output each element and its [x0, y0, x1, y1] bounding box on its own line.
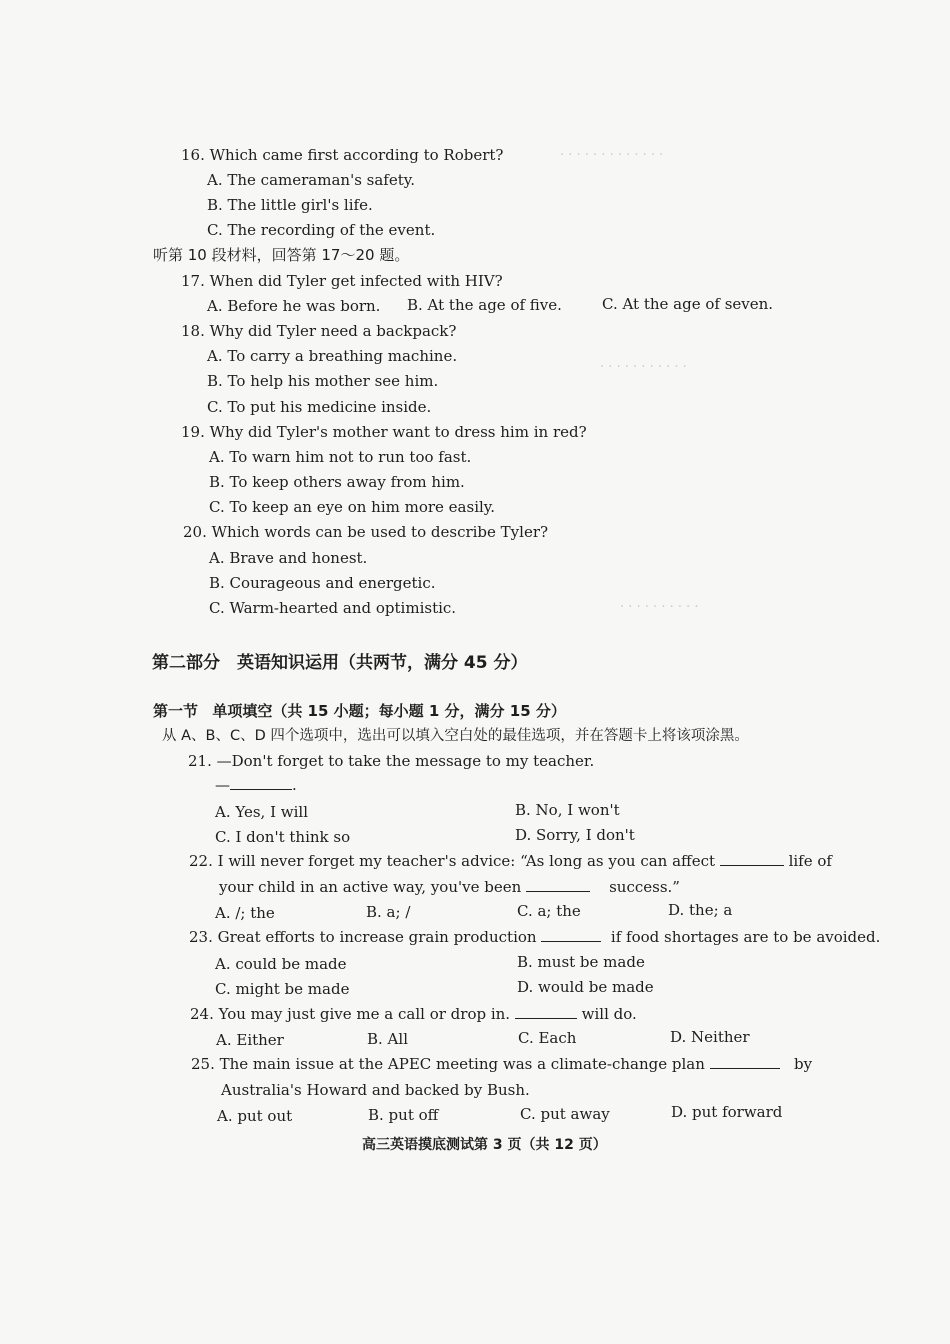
question-16-option-c: C. The recording of the event. — [207, 221, 436, 239]
question-25-line-2: Australia's Howard and backed by Bush. — [221, 1081, 530, 1099]
question-22-stem-1: 22. I will never forget my teacher's advice: “As long as you can affect — [189, 852, 716, 870]
question-25-option-b: B. put off — [368, 1106, 439, 1124]
question-23-option-b: B. must be made — [517, 953, 645, 971]
question-25-line-1 — [191, 1054, 812, 1074]
question-22-option-d: D. the; a — [668, 901, 733, 919]
question-24-line — [190, 1004, 637, 1024]
question-21-option-c: C. I don't think so — [215, 828, 351, 846]
question-18-option-b: B. To help his mother see him. — [207, 372, 439, 390]
question-22-line-1 — [189, 851, 832, 871]
question-24-stem: 24. You may just give me a call or drop in. — [190, 1005, 511, 1023]
part-2-title: 第二部分 英语知识运用（共两节，满分 45 分） — [152, 653, 528, 673]
question-19-option-b: B. To keep others away from him. — [209, 473, 465, 491]
question-22-stem-2: your child in an active way, you've been — [219, 878, 522, 896]
question-22-option-c: C. a; the — [517, 902, 581, 920]
question-25-option-a: A. put out — [217, 1107, 293, 1125]
passage-10-intro: 听第 10 段材料，回答第 17～20 题。 — [153, 246, 410, 264]
question-24-option-d: D. Neither — [670, 1028, 750, 1046]
question-25-stem: 25. The main issue at the APEC meeting was a climate-change plan — [191, 1055, 705, 1073]
question-23-option-d: D. would be made — [517, 978, 654, 996]
question-17-option-b: B. At the age of five. — [407, 296, 562, 314]
question-25-option-c: C. put away — [520, 1105, 610, 1123]
question-16-option-b: B. The little girl's life. — [207, 196, 373, 214]
question-17-option-c: C. At the age of seven. — [602, 295, 774, 313]
question-24-option-c: C. Each — [518, 1029, 577, 1047]
question-19-option-a: A. To warn him not to run too fast. — [209, 448, 472, 466]
question-23-stem-end: if food shortages are to be avoided. — [610, 928, 881, 946]
question-22-option-a: A. /; the — [215, 904, 275, 922]
question-22-blank-2 — [526, 891, 590, 892]
question-22-stem-1-end: life of — [788, 852, 832, 870]
bleed-through-text: · · · · · · · · · · — [620, 600, 699, 615]
section-1-heading — [153, 700, 566, 721]
question-21-stem: 21. —Don't forget to take the message to my teacher. — [188, 752, 595, 770]
question-22-line-2 — [219, 877, 680, 897]
question-24-option-a: A. Either — [216, 1031, 284, 1049]
question-21-option-d: D. Sorry, I don't — [515, 826, 635, 844]
question-23-blank — [541, 941, 601, 942]
question-20-stem: 20. Which words can be used to describe Tyler? — [183, 523, 549, 541]
question-21-dot: . — [292, 776, 297, 794]
question-23-option-a: A. could be made — [215, 955, 347, 973]
question-25-option-d: D. put forward — [671, 1103, 783, 1121]
bleed-through-text: · · · · · · · · · · · — [600, 360, 687, 375]
question-21-answer-line — [215, 775, 297, 795]
question-25-blank — [710, 1068, 780, 1069]
question-19-option-c: C. To keep an eye on him more easily. — [209, 498, 496, 516]
question-21-option-a: A. Yes, I will — [215, 803, 309, 821]
section-1-label: 第一节 — [153, 702, 199, 720]
question-20-option-a: A. Brave and honest. — [209, 549, 368, 567]
page-footer: 高三英语摸底测试第 3 页（共 12 页） — [362, 1137, 607, 1153]
question-16-option-a: A. The cameraman's safety. — [207, 171, 416, 189]
question-20-option-c: C. Warm-hearted and optimistic. — [209, 599, 457, 617]
question-24-option-b: B. All — [367, 1030, 408, 1048]
question-21-blank — [230, 789, 292, 790]
question-23-stem: 23. Great efforts to increase grain production — [189, 928, 537, 946]
question-21-option-b: B. No, I won't — [515, 801, 620, 819]
question-20-option-b: B. Courageous and energetic. — [209, 574, 436, 592]
question-21-dash: — — [215, 776, 230, 794]
section-1-title: 单项填空（共 15 小题；每小题 1 分，满分 15 分） — [212, 702, 566, 720]
question-24-stem-end: will do. — [581, 1005, 637, 1023]
question-25-stem-end: by — [793, 1055, 813, 1073]
question-22-option-b: B. a; / — [366, 903, 411, 921]
question-23-option-c: C. might be made — [215, 980, 350, 998]
question-22-stem-2-end: success.” — [609, 878, 680, 896]
question-17-stem: 17. When did Tyler get infected with HIV? — [181, 272, 503, 290]
question-19-stem: 19. Why did Tyler's mother want to dress him in red? — [181, 423, 587, 441]
section-1-instruction: 从 A、B、C、D 四个选项中，选出可以填入空白处的最佳选项，并在答题卡上将该项涂黑。 — [162, 728, 749, 744]
question-17-option-a: A. Before he was born. — [207, 297, 381, 315]
question-16-stem: 16. Which came first according to Robert? — [181, 146, 504, 164]
question-24-blank — [515, 1018, 577, 1019]
question-18-stem: 18. Why did Tyler need a backpack? — [181, 322, 457, 340]
question-22-blank-1 — [720, 865, 784, 866]
question-23-line — [189, 927, 880, 947]
bleed-through-text: · · · · · · · · · · · · · — [560, 148, 664, 163]
question-18-option-c: C. To put his medicine inside. — [207, 398, 432, 416]
question-18-option-a: A. To carry a breathing machine. — [207, 347, 458, 365]
